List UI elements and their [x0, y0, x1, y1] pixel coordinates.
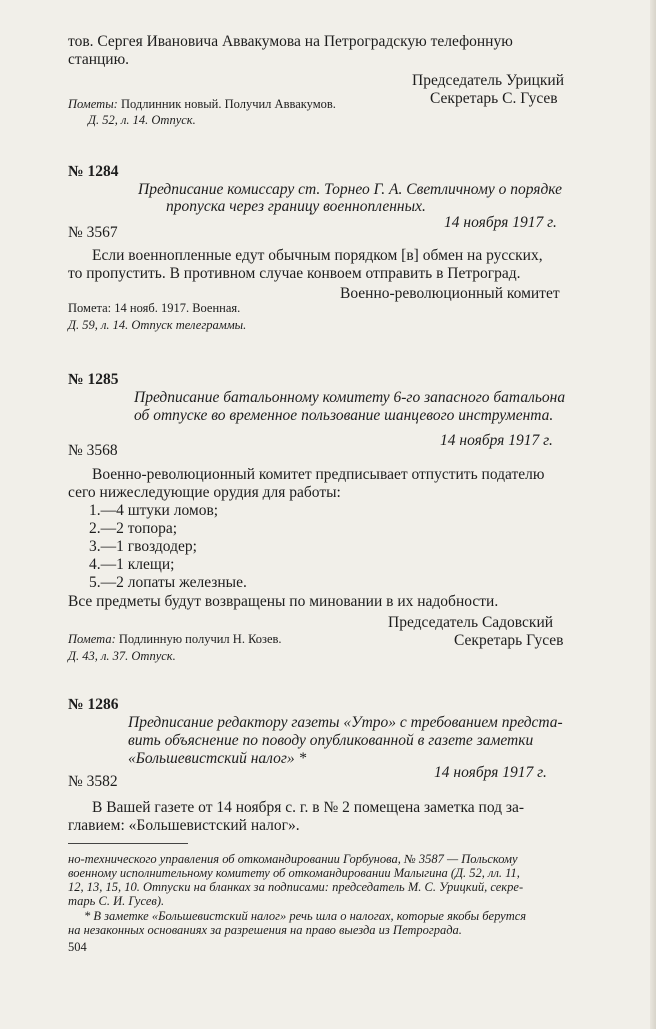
document-title: Предписание батальонному комитету 6-го запасного батальона	[134, 389, 566, 406]
document-title: вить объяснение по поводу опубликованной в газете заметки	[128, 732, 534, 749]
document-title: Предписание комиссару ст. Торнео Г. А. Светличному о порядке	[138, 181, 563, 198]
marks-label: Пометы:	[68, 97, 118, 111]
signer: Военно-революционный комитет	[340, 285, 560, 302]
document-number: № 1285	[68, 371, 119, 388]
list-item: 3.—1 гвоздодер;	[89, 538, 197, 555]
document-text: главием: «Большевистский налог».	[68, 817, 300, 834]
document-title: пропуска через границу военнопленных.	[166, 198, 426, 215]
document-date: 14 ноября 1917 г.	[434, 764, 547, 781]
source-note: Д. 52, л. 14. Отпуск.	[88, 113, 196, 127]
outgoing-number: № 3568	[68, 442, 118, 459]
source-note: Д. 59, л. 14. Отпуск телеграммы.	[68, 318, 247, 332]
continuation-line: тов. Сергея Ивановича Аввакумова на Петроградскую телефонную	[68, 33, 513, 50]
outgoing-number: № 3582	[68, 773, 118, 790]
footnote-line: 12, 13, 15, 10. Отпуски на бланках за подписами: председатель М. С. Урицкий, секре-	[68, 880, 524, 894]
document-text: сего нижеследующие орудия для работы:	[68, 484, 341, 501]
document-title: Предписание редактору газеты «Утро» с требованием предста-	[128, 714, 563, 731]
footnote-line: на незаконных основаниях за разрешения на право выезда из Петрограда.	[68, 923, 462, 937]
document-text: Если военнопленные едут обычным порядком [в] обмен на русских,	[92, 247, 543, 264]
outgoing-number: № 3567	[68, 224, 118, 241]
list-item: 4.—1 клещи;	[89, 556, 175, 573]
document-number: № 1284	[68, 163, 119, 180]
document-text: В Вашей газете от 14 ноября с. г. в № 2 помещена заметка под за-	[92, 799, 525, 816]
marks-text: Подлинник новый. Получил Аввакумов.	[120, 97, 336, 111]
page-number: 504	[68, 940, 87, 954]
document-text: Все предметы будут возвращены по миновании в их надобности.	[68, 593, 499, 610]
mark-label: Помета:	[68, 632, 116, 646]
document-title: «Большевистский налог» *	[128, 750, 307, 767]
chair-signature: Председатель Урицкий	[412, 72, 565, 89]
footnote-divider	[68, 843, 188, 844]
mark-note	[68, 633, 282, 646]
secretary-signature: Секретарь Гусев	[454, 632, 564, 649]
document-date: 14 ноября 1917 г.	[440, 432, 553, 449]
chair-signature: Председатель Садовский	[388, 614, 554, 631]
secretary-signature: Секретарь С. Гусев	[430, 90, 558, 107]
page-edge	[650, 0, 656, 1029]
footnote-line: * В заметке «Большевистский налог» речь шла о налогах, которые якобы берутся	[84, 909, 527, 923]
source-note: Д. 43, л. 37. Отпуск.	[68, 649, 176, 663]
list-item: 1.—4 штуки ломов;	[89, 502, 219, 519]
mark-text: Подлинную получил Н. Козев.	[118, 632, 282, 646]
list-item: 5.—2 лопаты железные.	[89, 574, 247, 591]
document-title: об отпуске во временное пользование шанцевого инструмента.	[134, 407, 554, 424]
marks-note	[68, 98, 336, 111]
mark-note: Помета: 14 нояб. 1917. Военная.	[68, 301, 241, 315]
list-item: 2.—2 топора;	[89, 520, 178, 537]
document-text: то пропустить. В противном случае конвоем отправить в Петроград.	[68, 265, 521, 282]
document-number: № 1286	[68, 696, 119, 713]
footnote-line: тарь С. И. Гусев).	[68, 894, 165, 908]
continuation-line: станцию.	[68, 51, 130, 68]
footnote-line: военному исполнительному комитету об откомандировании Малыгина (Д. 52, лл. 11,	[68, 866, 520, 880]
document-text: Военно-революционный комитет предписывает отпустить подателю	[92, 466, 545, 483]
document-date: 14 ноября 1917 г.	[444, 214, 557, 231]
footnote-line: но-технического управления об откомандировании Горбунова, № 3587 — Польскому	[68, 852, 518, 866]
